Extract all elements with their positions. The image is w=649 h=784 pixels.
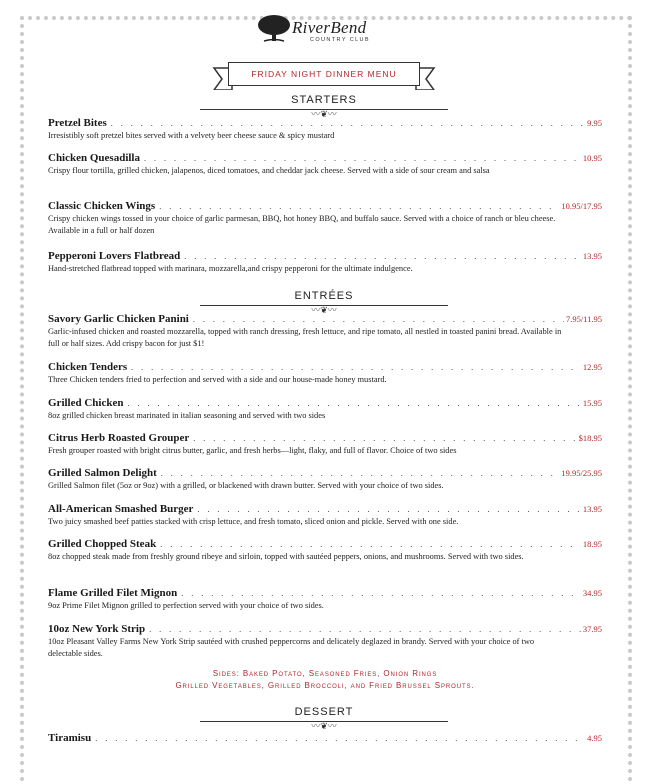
- item-price: 34.95: [582, 588, 602, 598]
- dot-leader: [127, 399, 580, 408]
- item-price: 4.95: [587, 733, 602, 743]
- item-name: 10oz New York Strip: [48, 623, 146, 635]
- item-description: 8oz chopped steak made from freshly ground ribeye and sirloin, topped with sautéed peppers, onions, and mushrooms. Served with two sides.: [48, 552, 524, 561]
- menu-item: [48, 503, 602, 528]
- dot-leader: [184, 252, 581, 261]
- dot-leader: [161, 469, 560, 478]
- item-price: 7.95/11.95: [565, 314, 602, 324]
- item-name: All-American Smashed Burger: [48, 503, 194, 515]
- dot-leader: [95, 734, 585, 743]
- menu-item: [48, 623, 602, 660]
- item-name: Chicken Quesadilla: [48, 152, 140, 164]
- item-name: Pepperoni Lovers Flatbread: [48, 250, 181, 262]
- item-name: Grilled Chopped Steak: [48, 538, 157, 550]
- sides-line: Grilled Vegetables, Grilled Broccoli, and Fried Brussel Sprouts.: [175, 681, 475, 690]
- dot-leader: [144, 154, 581, 163]
- menu-title: FRIDAY NIGHT DINNER MENU: [228, 62, 420, 86]
- item-description: Fresh grouper roasted with bright citrus butter, garlic, and fresh herbs—light, flaky, and full of flavor. Choice of two sides: [48, 446, 457, 455]
- item-price: 10.95: [582, 153, 602, 163]
- menu-item: [48, 432, 602, 457]
- item-price: 37.95: [582, 624, 602, 634]
- item-description: Hand-stretched flatbread topped with marinara, mozzarella,and crispy pepperoni for the ultimate indulgence.: [48, 264, 413, 273]
- item-price: 12.95: [582, 362, 602, 372]
- menu-item: [48, 467, 602, 492]
- flourish-icon: 〰❦〰: [311, 109, 337, 119]
- item-name: Pretzel Bites: [48, 117, 107, 129]
- item-name: Chicken Tenders: [48, 361, 128, 373]
- item-description: 10oz Pleasant Valley Farms New York Strip sautéed with crushed peppercorns and delicately deglazed in brandy. Served with your choice of two delectable sides.: [48, 637, 535, 658]
- logo: [256, 14, 396, 46]
- item-price: 18.95: [582, 539, 602, 549]
- item-description: Crispy chicken wings tossed in your choice of garlic parmesan, BBQ, hot honey BBQ, and buffalo sauce. Served with a choice of ranch or bleu cheese. Available in a full or half dozen: [48, 214, 556, 235]
- item-price: 13.95: [582, 251, 602, 261]
- item-name: Citrus Herb Roasted Grouper: [48, 432, 190, 444]
- section-title: STARTERS: [291, 94, 357, 106]
- item-name: Grilled Salmon Delight: [48, 467, 157, 479]
- item-price: $18.95: [578, 433, 602, 443]
- menu-item: [48, 250, 602, 275]
- item-name: Classic Chicken Wings: [48, 200, 156, 212]
- menu-item: [48, 152, 602, 177]
- item-name: Grilled Chicken: [48, 397, 124, 409]
- item-description: Irresistibly soft pretzel bites served with a velvety beer cheese sauce & spicy mustard: [48, 131, 335, 140]
- menu-item: [48, 313, 602, 350]
- item-description: Three Chicken tenders fried to perfection and served with a side and our house-made honey mustard.: [48, 375, 387, 384]
- dot-leader: [160, 540, 581, 549]
- menu-banner: [212, 60, 436, 90]
- item-description: Garlic-infused chicken and roasted mozzarella, topped with ranch dressing, fresh lettuce, and ripe tomato, all nestled in toasted panini bread. Available in full or half sizes. Add crispy bacon for just $1!: [48, 327, 562, 348]
- item-price: 15.95: [582, 398, 602, 408]
- dot-leader: [159, 202, 559, 211]
- item-price: 9.95: [587, 118, 602, 128]
- item-price: 10.95/17.95: [561, 201, 602, 211]
- dessert-header: [200, 706, 448, 730]
- item-description: Grilled Salmon filet (5oz or 9oz) with a grilled, or blackened with drawn butter. Served with your choice of two sides.: [48, 481, 444, 490]
- dot-leader: [197, 505, 580, 514]
- menu-item: [48, 587, 602, 612]
- menu-item: [48, 397, 602, 422]
- sides-line: Sides: Baked Potato, Seasoned Fries, Onion Rings: [212, 669, 438, 678]
- dot-leader: [131, 363, 581, 372]
- sides-note: [48, 668, 602, 692]
- flourish-icon: 〰❦〰: [311, 721, 337, 731]
- menu-item: [48, 361, 602, 386]
- brand-name: RiverBend: [292, 18, 367, 37]
- brand-subtitle: COUNTRY CLUB: [310, 37, 370, 43]
- dot-leader: [111, 119, 585, 128]
- item-description: Two juicy smashed beef patties stacked with crisp lettuce, and fresh tomato, sliced onion and pickle. Served with one side.: [48, 517, 459, 526]
- tree-icon: [256, 14, 292, 44]
- dot-leader: [193, 434, 576, 443]
- menu-item: [48, 200, 602, 237]
- item-name: Savory Garlic Chicken Panini: [48, 313, 189, 325]
- starters-header: [200, 94, 448, 118]
- item-description: 8oz grilled chicken breast marinated in italian seasoning and served with two sides: [48, 411, 326, 420]
- menu-item: [48, 732, 602, 744]
- flourish-icon: 〰❦〰: [311, 305, 337, 315]
- item-price: 19.95/25.95: [561, 468, 602, 478]
- menu-item: [48, 538, 602, 563]
- section-title: DESSERT: [294, 706, 354, 718]
- item-description: Crispy flour tortilla, grilled chicken, jalapenos, diced tomatoes, and cheddar jack cheese. Served with a side of sour cream and salsa: [48, 166, 490, 175]
- entrees-header: [200, 290, 448, 314]
- dot-leader: [181, 589, 581, 598]
- item-name: Tiramisu: [48, 732, 92, 744]
- item-name: Flame Grilled Filet Mignon: [48, 587, 178, 599]
- item-price: 13.95: [582, 504, 602, 514]
- item-description: 9oz Prime Filet Mignon grilled to perfection served with your choice of two sides.: [48, 601, 324, 610]
- section-title: ENTRÉES: [294, 290, 354, 302]
- dot-leader: [193, 315, 564, 324]
- dot-leader: [149, 625, 581, 634]
- menu-item: [48, 117, 602, 142]
